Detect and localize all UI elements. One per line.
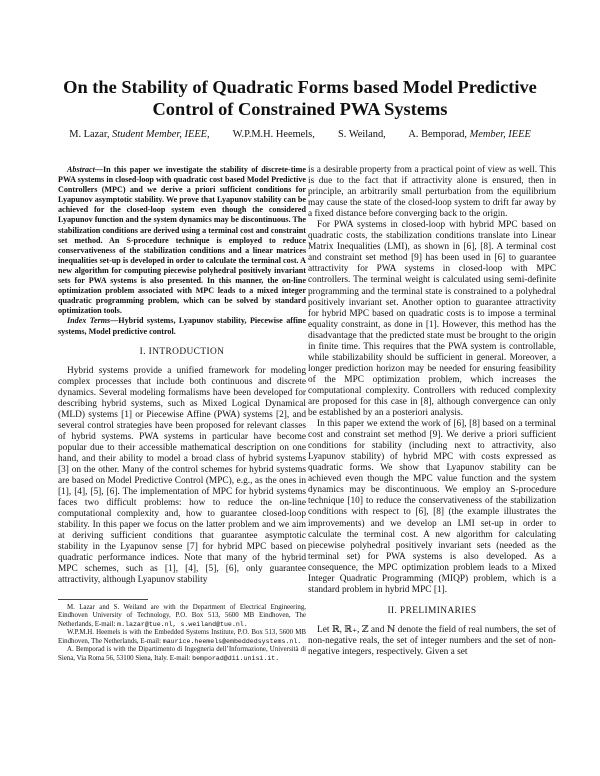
author-name: W.P.M.H. Heemels, xyxy=(232,129,315,140)
footnote-email: bemporad@dii.unisi.it. xyxy=(192,654,280,662)
author-name: A. Bemporad, xyxy=(408,129,468,140)
author-role: Member, IEEE xyxy=(469,129,531,140)
author-name: M. Lazar, xyxy=(69,129,110,140)
right-column xyxy=(308,165,556,658)
footnote xyxy=(58,629,306,646)
intro-paragraph: In this paper we extend the work of [6], [8] based on a terminal cost and constraint set method [9]. We derive a priori sufficient conditions for stability (including next to attractivity, also Lyapunov stability) of hybrid MPC with costs expressed as quadratic forms. We show that Lyapunov stability can be achieved even though the MPC value function and the system dynamics may be discontinuous. We employ an S-procedure technique [10] to reduce the conservativeness of the stabilization conditions with respect to [6], [8] (the example illustrates the improvements) and we develop an LMI set-up in order to calculate the terminal cost. A new algorithm for calculating piecewise polyhedral positively invariant sets (needed as the terminal set) for PWA systems is also developed. As a consequence, the MPC optimization problem leads to a Mixed Integer Quadratic Programming (MIQP) problem, which is a standard problem in hybrid MPC [1]. xyxy=(308,419,556,595)
footnote-text: M. Lazar and S. Weiland are with the Department of Electrical Engineering, Eindhoven University of Technology, P.O. Box 513, 5600 MB Eindhoven, The Netherlands, E-mail: xyxy=(58,603,306,628)
preliminaries-paragraph: Let ℝ, ℝ₊, ℤ and ℕ denote the field of real numbers, the set of non-negative reals, the set of integer numbers and the set of non-negative integers, respectively. Given a set xyxy=(308,624,556,657)
index-terms xyxy=(58,316,306,336)
footnote-rule xyxy=(58,599,148,600)
footnote-email: m.lazar@tue.nl, s.weiland@tue.nl. xyxy=(117,620,248,628)
section-heading-introduction: I. INTRODUCTION xyxy=(139,346,225,357)
footnote xyxy=(58,604,306,630)
paper-title: On the Stability of Quadratic Forms based Model Predictive Control of Constrained PWA Systems xyxy=(63,77,537,119)
intro-paragraph: For PWA systems in closed-loop with hybrid MPC based on quadratic costs, the stabilization conditions translate into Linear Matrix Inequalities (LMI), as shown in [6], [8]. A terminal cost and constraint set method [9] has been used in [6] to guarantee attractivity for PWA systems in closed-loop with MPC controllers. The terminal weight is calculated using semi-definite programming and the terminal state is constrained to a polyhedral positively invariant set. Another option to guarantee attractivity for hybrid MPC based on quadratic costs is to impose a terminal equality constraint, as done in [1]. However, this method has the disadvantage that the predicted state must be brought to the origin in finite time. This requires that the PWA system is controllable, while stabilizability should be sufficient in general. Moreover, a longer prediction horizon may be needed for ensuring feasibility of the MPC optimization problem, which increases the computational complexity. Controllers with reduced complexity are proposed for this case in [8], although convergence can only be established by an a posteriori analysis. xyxy=(308,220,556,419)
section-heading-preliminaries: II. PRELIMINARIES xyxy=(387,605,477,616)
footnote-email: maurice.heemels@embeddedsystems.nl. xyxy=(162,637,302,645)
footnote-text: A. Bemporad is with the Dipartimento di Ingegneria dell’Informazione, Università di Siena, Via Roma 56, 53100 Siena, Italy. E-mail: xyxy=(58,646,306,662)
intro-paragraph: is a desirable property from a practical point of view as well. This is due to the fact that if attractivity alone is ensured, then in principle, an arbitrarily small perturbation from the equilibrium may cause the state of the closed-loop system to drift far away by a fixed distance before converging back to the origin. xyxy=(308,165,556,220)
author-role: Student Member, IEEE, xyxy=(112,129,210,140)
footnote-text: W.P.M.H. Heemels is with the Embedded Systems Institute, P.O. Box 513, 5600 MB Eindhoven, The Netherlands, E-mail: xyxy=(58,629,306,645)
author-line xyxy=(30,129,570,141)
footnote xyxy=(58,646,306,663)
abstract-text: In this paper we investigate the stability of discrete-time PWA systems in closed-loop with quadratic cost based Model Predictive Controllers (MPC) and we derive a priori sufficient conditions for Lyapunov asymptotic stability. We prove that Lyapunov stability can be achieved for the closed-loop system even though the considered Lyapunov function and the system dynamics may be discontinuous. The stabilization conditions are derived using a terminal cost and constraint set method. An S-procedure technique is employed to reduce conservativeness of the stabilization conditions and a linear matrices inequalities set-up is developed in order to calculate the terminal cost. A new algorithm for computing piecewise polyhedral positively invariant sets for PWA systems is also presented. In this manner, the on-line optimization problem associated with MPC leads to a mixed integer quadratic programming problem, which can be solved by standard optimization tools. xyxy=(58,165,306,316)
abstract-lead: Abstract— xyxy=(67,165,103,174)
abstract xyxy=(58,165,306,316)
intro-paragraph: Hybrid systems provide a unified framework for modeling complex processes that include both continuous and discrete dynamics. Several modeling formalisms have been developed for describing hybrid systems, such as Mixed Logical Dynamical (MLD) systems [1] or Piecewise Affine (PWA) systems [2], and several control strategies have been proposed for relevant classes of hybrid systems. PWA systems in particular have become popular due to their accessible mathematical description on one hand, and their ability to model a broad class of hybrid systems [3] on the other. Many of the control schemes for hybrid systems are based on Model Predictive Control (MPC), e.g., as the ones in [1], [4], [5], [6]. The implementation of MPC for hybrid systems faces two difficult problems: how to reduce the on-line computational complexity and, how to guarantee closed-loop stability. In this paper we focus on the latter problem and we aim at deriving sufficient conditions that guarantee asymptotic stability in the Lyapunov sense [7] for hybrid MPC based on quadratic performance indices. Note that many of the hybrid MPC schemes, such as [1], [4], [5], [6], only guarantee attractivity, although Lyapunov stability xyxy=(58,365,306,586)
left-column xyxy=(58,165,306,663)
author-name: S. Weiland, xyxy=(338,129,386,140)
index-terms-text: —Hybrid systems, Lyapunov stability, Piecewise affine systems, Model predictive control. xyxy=(58,316,306,336)
index-terms-lead: Index Terms xyxy=(67,316,111,326)
